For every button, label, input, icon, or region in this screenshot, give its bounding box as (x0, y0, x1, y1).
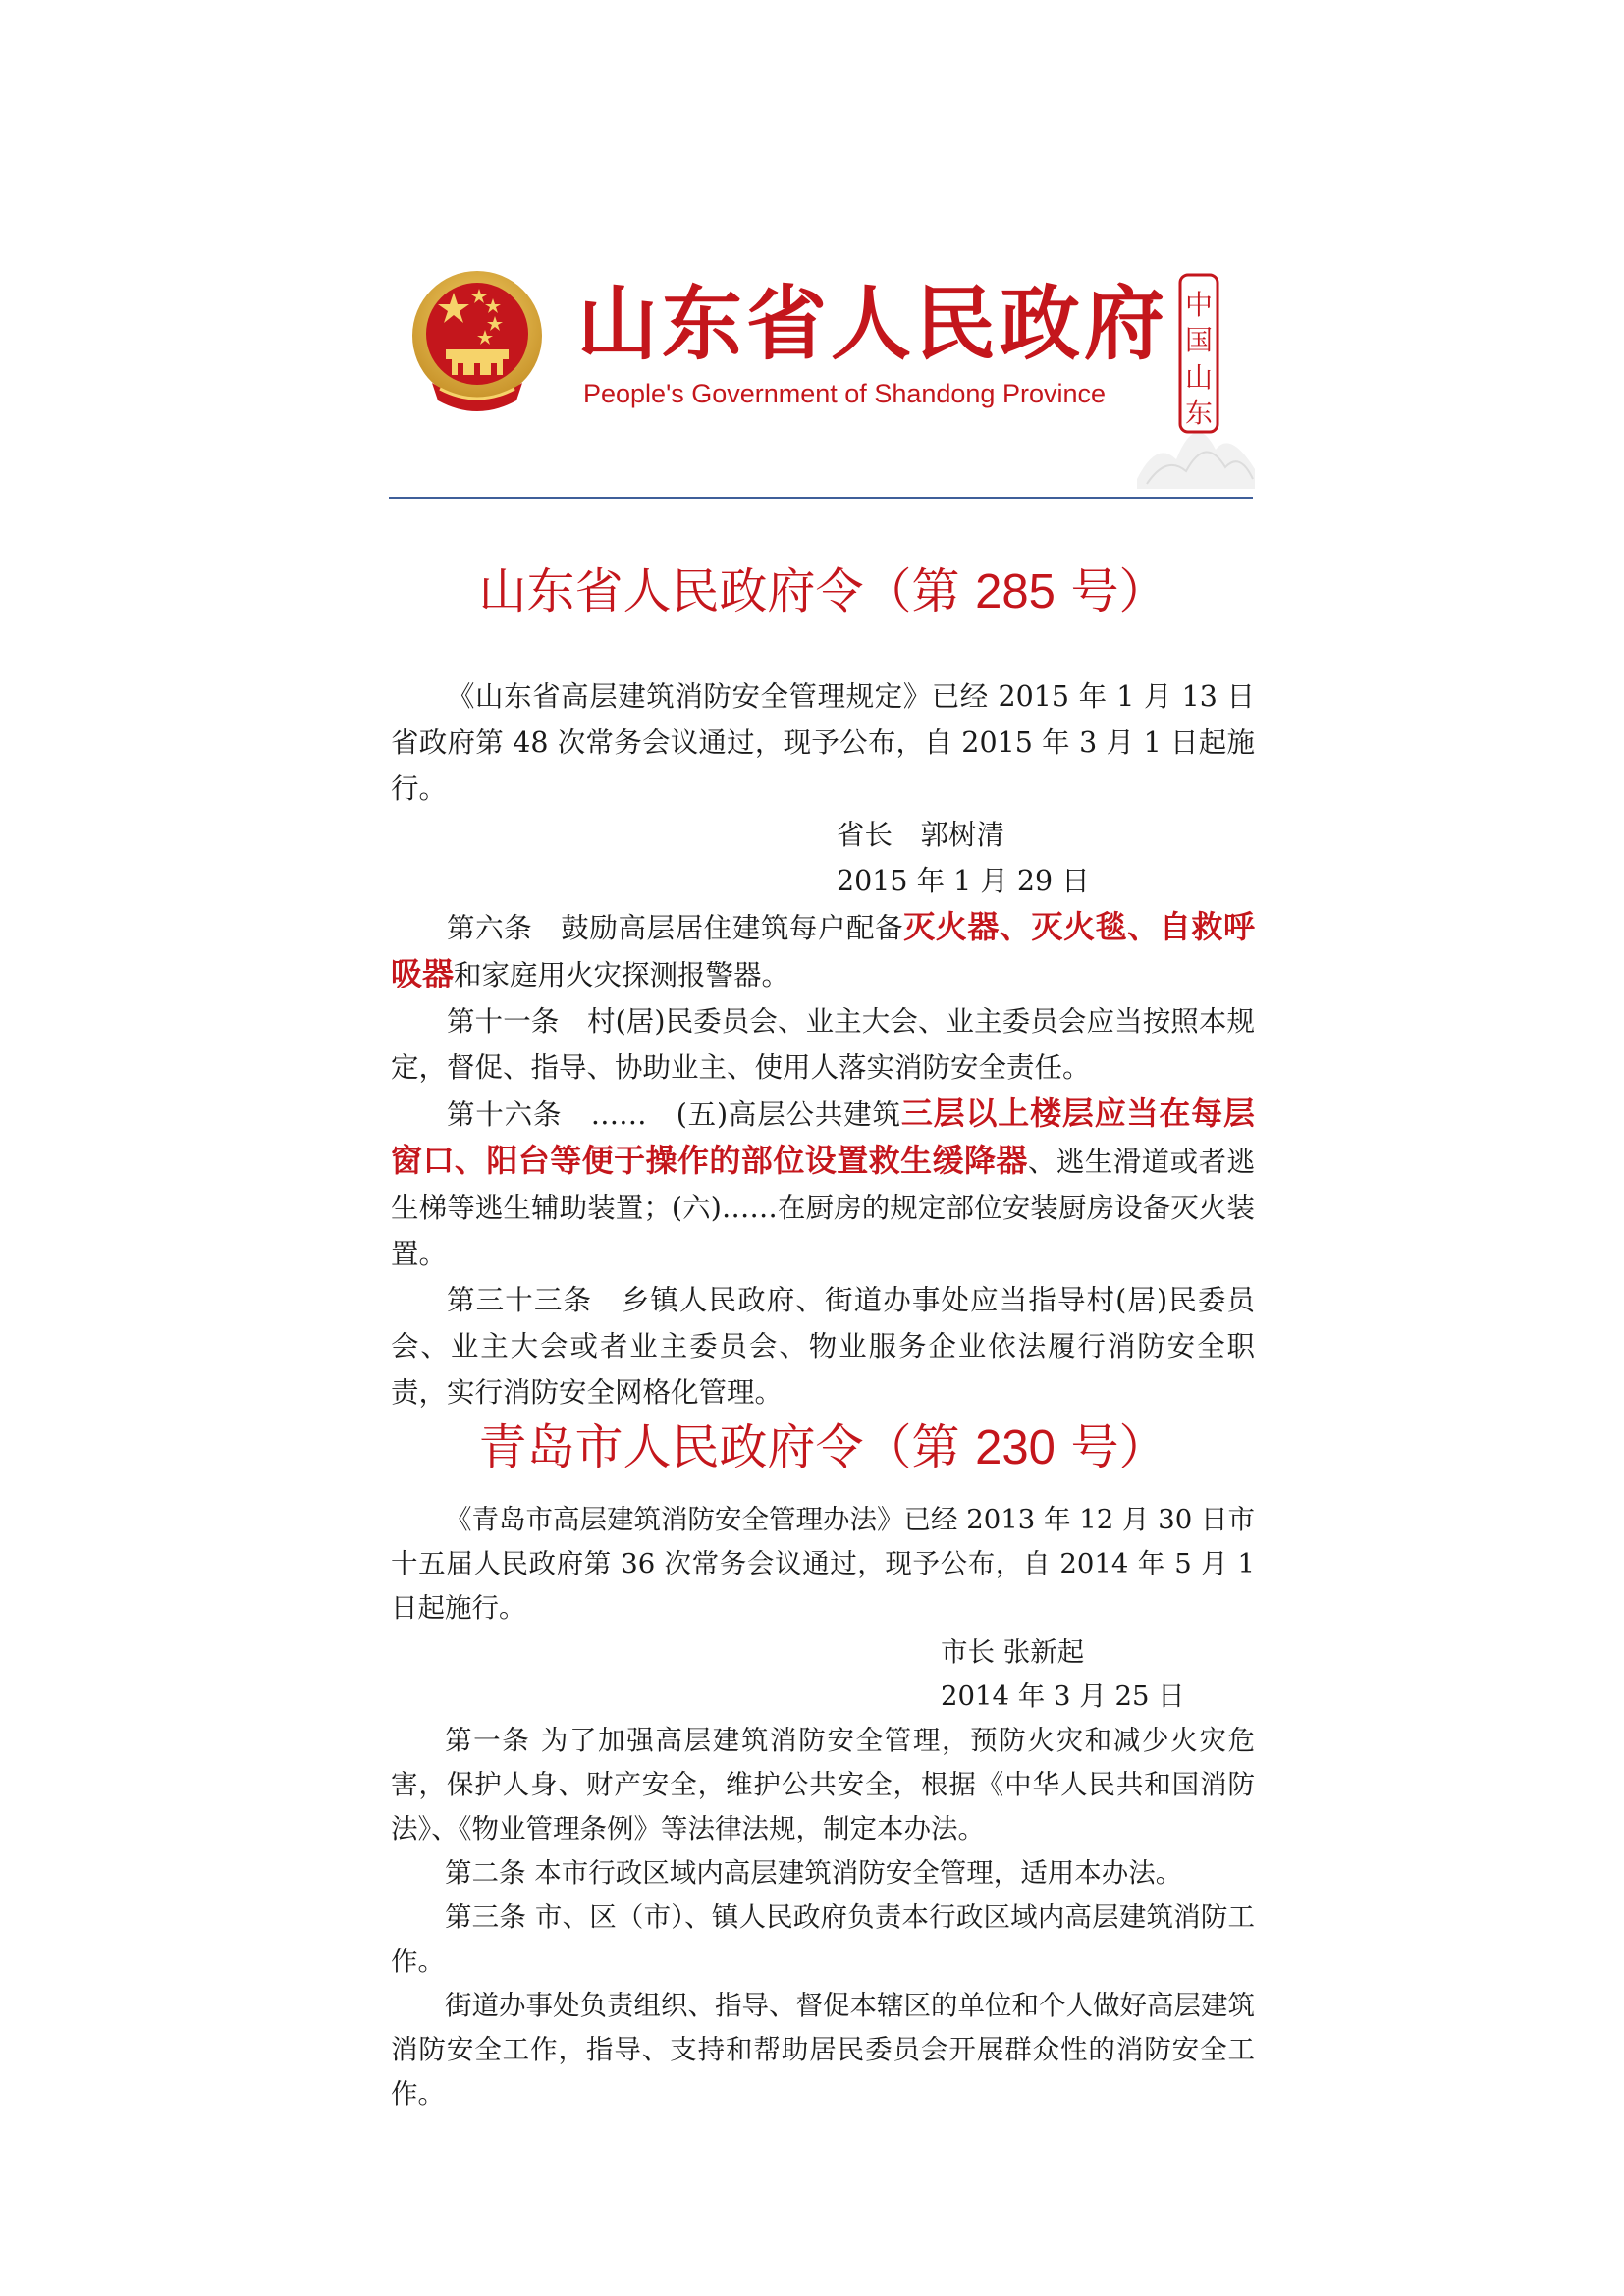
government-subtitle: People's Government of Shandong Province (583, 379, 1106, 408)
header-divider (389, 497, 1253, 499)
svg-text:国: 国 (1184, 324, 1214, 356)
section-heading-qingdao: 青岛市人民政府令（第 230 号） (478, 1419, 1167, 1475)
article-2: 第二条 本市行政区域内高层建筑消防安全管理，适用本办法。 (445, 1857, 1183, 1889)
section-body-qingdao (391, 1498, 1255, 2116)
section-body-shandong (391, 673, 1255, 1415)
article-33: 第三十三条 乡镇人民政府、街道办事处应当指导村(居)民委员会、业主大会或者业主委员会、物业服务企业依法履行消防安全职责，实行消防安全网格化管理。 (391, 1284, 1255, 1409)
seal-stamp-icon (1174, 271, 1223, 438)
national-emblem-icon (410, 265, 544, 422)
article-3-continued: 街道办事处负责组织、指导、督促本辖区的单位和个人做好高层建筑消防安全工作，指导、支持和帮助居民委员会开展群众性的消防安全工作。 (391, 1990, 1255, 2109)
highlight-text: 灭火器、灭火毯、自救呼吸器 (391, 908, 1255, 992)
intro-paragraph: 《青岛市高层建筑消防安全管理办法》已经 2013 年 12 月 30 日市十五届人民政府第 36 次常务会议通过，现予公布，自 2014 年 5 月 1 日起施行。 (391, 1504, 1255, 1624)
government-title: 山东省人民政府 (577, 278, 1169, 371)
section-heading-shandong: 山东省人民政府令（第 285 号） (478, 563, 1167, 619)
highlight-text: 三层以上楼层应当在每层窗口、阳台等便于操作的部位设置救生缓降器 (391, 1095, 1255, 1179)
signer-line: 市长 张新起 (941, 1636, 1085, 1668)
date-line: 2015 年 1 月 29 日 (837, 865, 1090, 897)
intro-paragraph: 《山东省高层建筑消防安全管理规定》已经 2015 年 1 月 13 日省政府第 48 次常务会议通过，现予公布，自 2015 年 3 月 1 日起施行。 (391, 680, 1255, 805)
svg-text:东: 东 (1184, 397, 1214, 429)
article-1: 第一条 为了加强高层建筑消防安全管理，预防火灾和减少火灾危害，保护人身、财产安全，维护公共安全，根据《中华人民共和国消防法》、《物业管理条例》等法律法规，制定本办法。 (391, 1725, 1255, 1844)
article-3: 第三条 市、区（市）、镇人民政府负责本行政区域内高层建筑消防工作。 (391, 1901, 1255, 1977)
svg-text:山: 山 (1184, 361, 1214, 394)
date-line: 2014 年 3 月 25 日 (941, 1681, 1185, 1712)
masthead (391, 253, 1255, 499)
article-16: 第十六条 …… (五)高层公共建筑三层以上楼层应当在每层窗口、阳台等便于操作的部位设置救生缓降器、逃生滑道或者逃生梯等逃生辅助装置；(六)……在厨房的规定部位安装厨房设备灭火装置。 (391, 1095, 1255, 1270)
svg-text:中: 中 (1184, 289, 1214, 321)
article-6: 第六条 鼓励高层居住建筑每户配备灭火器、灭火毯、自救呼吸器和家庭用火灾探测报警器。 (391, 908, 1255, 992)
article-11: 第十一条 村(居)民委员会、业主大会、业主委员会应当按照本规定，督促、指导、协助业主、使用人落实消防安全责任。 (391, 1005, 1255, 1084)
signer-line: 省长 郭树清 (837, 819, 1005, 851)
